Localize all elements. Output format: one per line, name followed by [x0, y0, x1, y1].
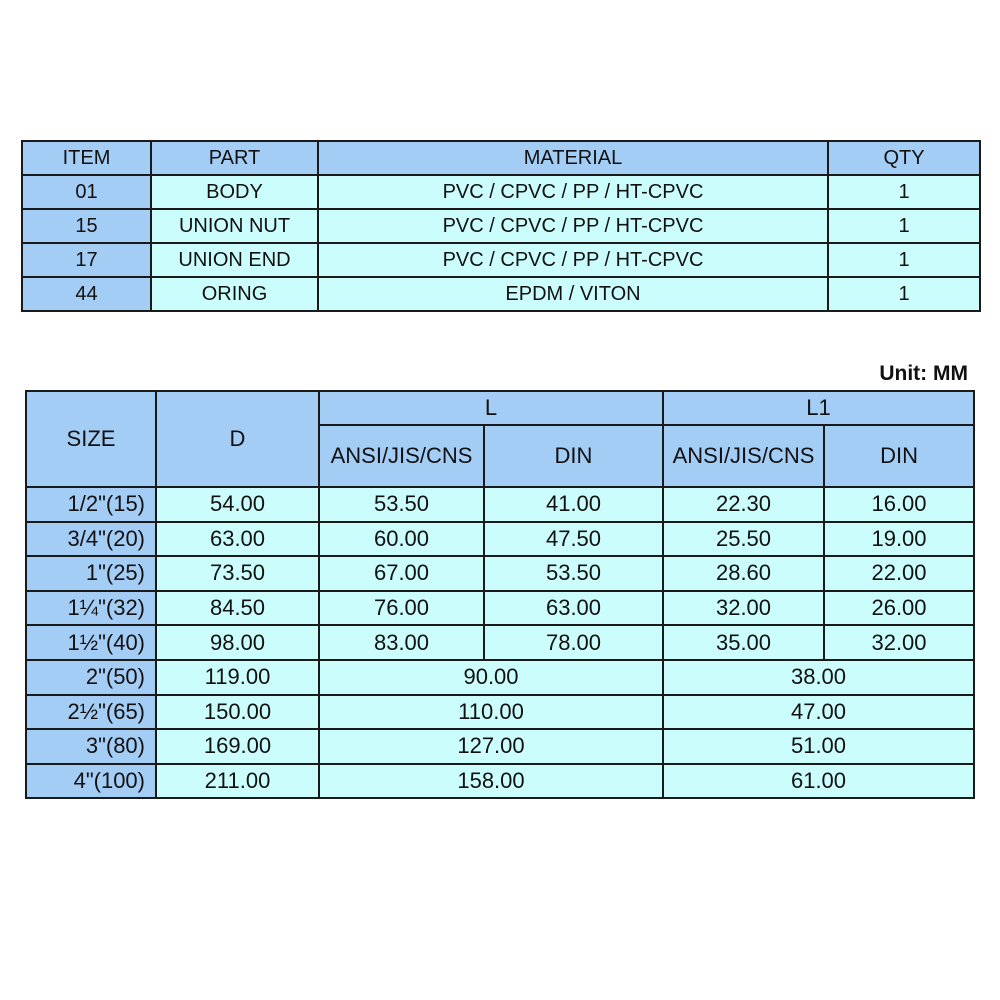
l1-din-cell: 32.00 [824, 625, 974, 660]
size-cell: 1"(25) [26, 556, 156, 591]
size-cell: 1/2"(15) [26, 487, 156, 522]
size-cell: 3/4"(20) [26, 522, 156, 557]
material-cell: PVC / CPVC / PP / HT-CPVC [318, 243, 828, 277]
l1-cell: 61.00 [663, 764, 974, 799]
d-cell: 169.00 [156, 729, 319, 764]
l-ansi-cell: 76.00 [319, 591, 484, 626]
d-cell: 98.00 [156, 625, 319, 660]
qty-cell: 1 [828, 175, 980, 209]
table-row [26, 487, 974, 522]
l1-ansi-cell: 28.60 [663, 556, 824, 591]
l-din-cell: 78.00 [484, 625, 663, 660]
size-cell: 1½"(40) [26, 625, 156, 660]
table-row [26, 660, 974, 695]
header-l1: L1 [663, 391, 974, 425]
header-size: SIZE [26, 391, 156, 487]
l1-ansi-cell: 22.30 [663, 487, 824, 522]
header-part: PART [151, 141, 318, 175]
parts-table [21, 140, 981, 312]
table-row [26, 729, 974, 764]
dimensions-table [25, 390, 975, 799]
table-row [26, 695, 974, 730]
table-row [22, 277, 980, 311]
l-cell: 90.00 [319, 660, 663, 695]
l1-ansi-cell: 32.00 [663, 591, 824, 626]
size-cell: 4"(100) [26, 764, 156, 799]
table-row [22, 175, 980, 209]
l1-cell: 51.00 [663, 729, 974, 764]
table-row [22, 209, 980, 243]
table-row [26, 556, 974, 591]
l-ansi-cell: 60.00 [319, 522, 484, 557]
d-cell: 73.50 [156, 556, 319, 591]
d-cell: 119.00 [156, 660, 319, 695]
l-cell: 158.00 [319, 764, 663, 799]
size-cell: 1¼"(32) [26, 591, 156, 626]
qty-cell: 1 [828, 277, 980, 311]
qty-cell: 1 [828, 243, 980, 277]
l1-ansi-cell: 25.50 [663, 522, 824, 557]
qty-cell: 1 [828, 209, 980, 243]
l-din-cell: 41.00 [484, 487, 663, 522]
d-cell: 63.00 [156, 522, 319, 557]
dims-header-row [26, 391, 974, 425]
unit-label: Unit: MM [879, 362, 968, 385]
d-cell: 84.50 [156, 591, 319, 626]
table-row [26, 764, 974, 799]
table-row [22, 243, 980, 277]
size-cell: 2½"(65) [26, 695, 156, 730]
l-cell: 110.00 [319, 695, 663, 730]
parts-header-row [22, 141, 980, 175]
part-cell: UNION END [151, 243, 318, 277]
l1-din-cell: 19.00 [824, 522, 974, 557]
item-cell: 44 [22, 277, 151, 311]
header-item: ITEM [22, 141, 151, 175]
header-material: MATERIAL [318, 141, 828, 175]
l1-din-cell: 16.00 [824, 487, 974, 522]
d-cell: 150.00 [156, 695, 319, 730]
table-row [26, 625, 974, 660]
part-cell: ORING [151, 277, 318, 311]
part-cell: BODY [151, 175, 318, 209]
item-cell: 17 [22, 243, 151, 277]
item-cell: 01 [22, 175, 151, 209]
l1-cell: 38.00 [663, 660, 974, 695]
l-din-cell: 53.50 [484, 556, 663, 591]
l1-din-cell: 22.00 [824, 556, 974, 591]
l1-cell: 47.00 [663, 695, 974, 730]
header-qty: QTY [828, 141, 980, 175]
header-d: D [156, 391, 319, 487]
l-ansi-cell: 83.00 [319, 625, 484, 660]
l-din-cell: 47.50 [484, 522, 663, 557]
d-cell: 211.00 [156, 764, 319, 799]
item-cell: 15 [22, 209, 151, 243]
header-l1-din: DIN [824, 425, 974, 487]
header-l: L [319, 391, 663, 425]
l-din-cell: 63.00 [484, 591, 663, 626]
material-cell: EPDM / VITON [318, 277, 828, 311]
l1-din-cell: 26.00 [824, 591, 974, 626]
part-cell: UNION NUT [151, 209, 318, 243]
l-ansi-cell: 67.00 [319, 556, 484, 591]
table-row [26, 522, 974, 557]
material-cell: PVC / CPVC / PP / HT-CPVC [318, 175, 828, 209]
l-cell: 127.00 [319, 729, 663, 764]
size-cell: 3"(80) [26, 729, 156, 764]
l1-ansi-cell: 35.00 [663, 625, 824, 660]
table-row [26, 591, 974, 626]
header-l-din: DIN [484, 425, 663, 487]
size-cell: 2"(50) [26, 660, 156, 695]
l-ansi-cell: 53.50 [319, 487, 484, 522]
header-l-ansi: ANSI/JIS/CNS [319, 425, 484, 487]
header-l1-ansi: ANSI/JIS/CNS [663, 425, 824, 487]
material-cell: PVC / CPVC / PP / HT-CPVC [318, 209, 828, 243]
d-cell: 54.00 [156, 487, 319, 522]
